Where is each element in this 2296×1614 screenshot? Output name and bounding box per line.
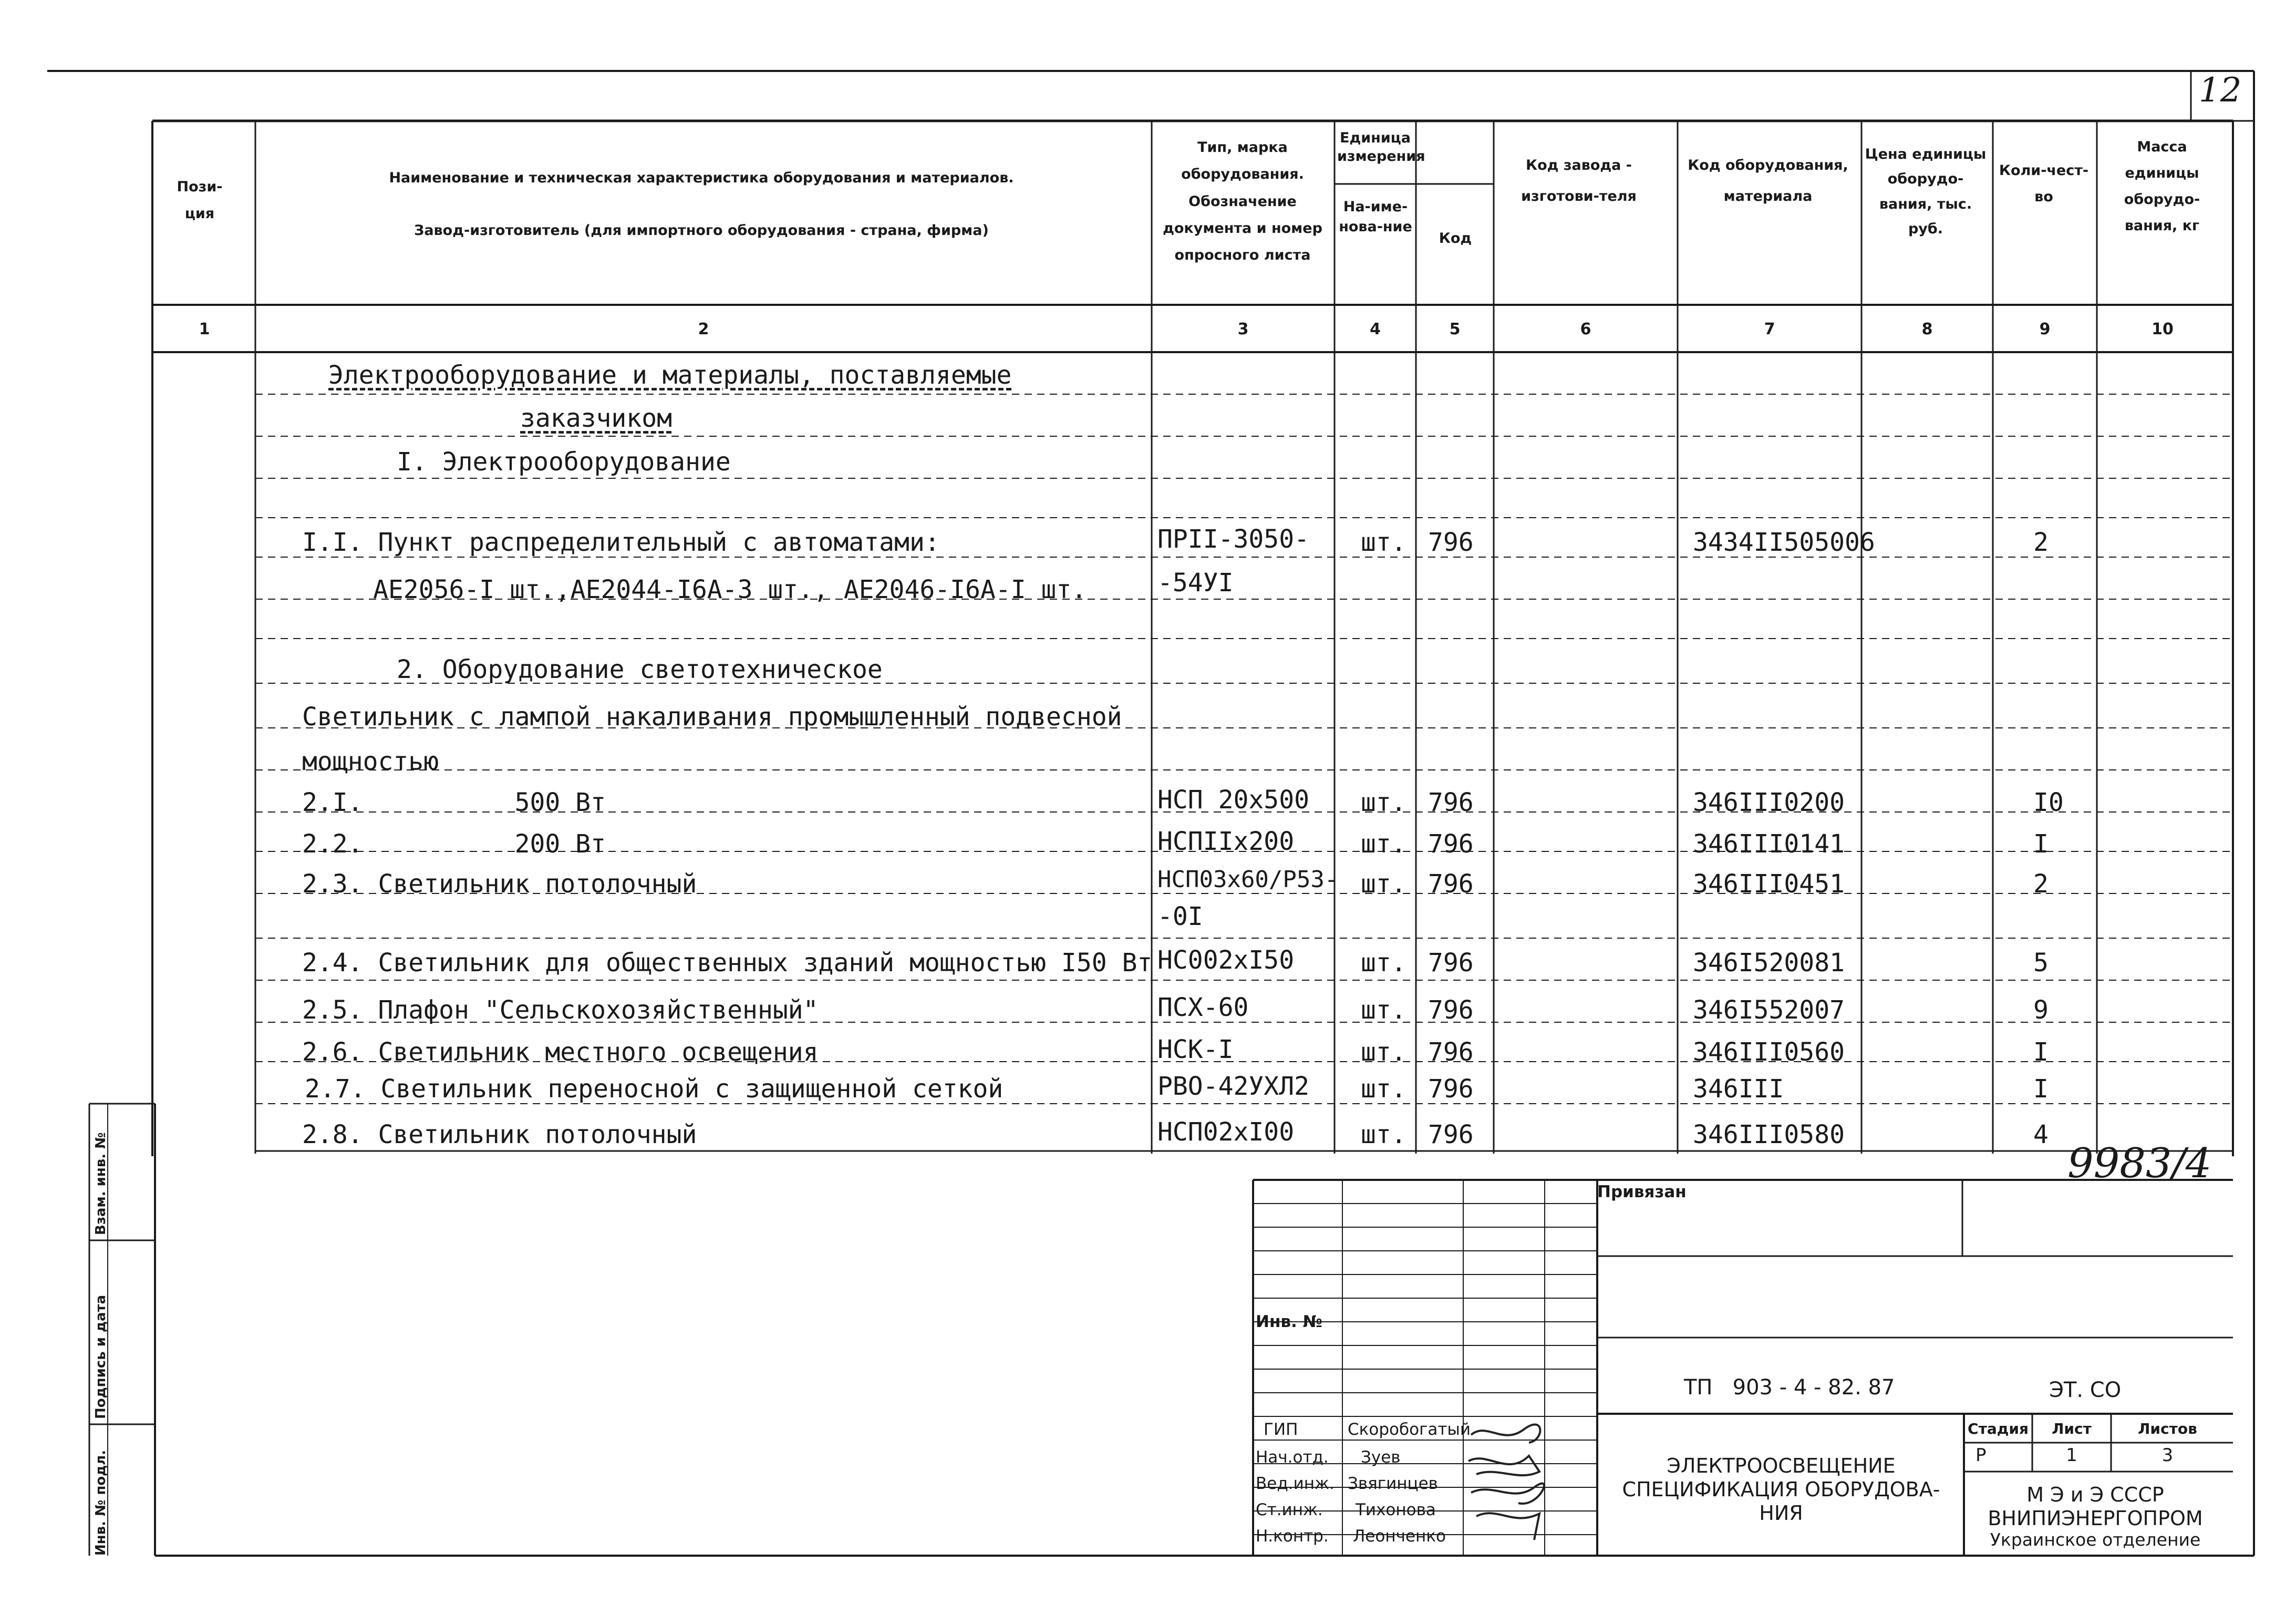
row-unit: шт.: [1361, 829, 1406, 859]
section-title: заказчиком: [520, 404, 672, 433]
signer-role: Вед.инж.: [1256, 1474, 1335, 1493]
section-title: Электрооборудование и материалы, поставляемые: [328, 361, 1012, 390]
side-label-inv-orig: Инв. № подл.: [93, 1449, 109, 1556]
row-quantity: 5: [2033, 948, 2049, 978]
row-unit-code: 796: [1428, 995, 1474, 1025]
column-number: 1: [199, 320, 210, 338]
row-equip-code: 346III0200: [1693, 788, 1845, 817]
signature-scribbles: [1466, 1419, 1550, 1556]
signer-name: Тихонова: [1356, 1500, 1436, 1519]
row-unit-code: 796: [1428, 948, 1474, 978]
header-position: Пози- ция: [177, 179, 223, 222]
row-type: РВО-42УХЛ2: [1157, 1072, 1309, 1101]
row-unit: шт.: [1361, 788, 1406, 817]
row-type: ПСХ-60: [1157, 993, 1249, 1022]
row-equip-code: 346I520081: [1693, 948, 1845, 978]
sheet-corner-number: 12: [2199, 71, 2242, 110]
side-label-signature-date: Подпись и дата: [93, 1294, 109, 1419]
row-type: НСП 20х500: [1157, 785, 1309, 815]
row-name: 2.3. Светильник потолочный: [302, 869, 697, 899]
column-number: 2: [698, 320, 709, 338]
row-equip-code: 346III: [1693, 1074, 1784, 1104]
row-name: 2.7. Светильник переносной с защищенной сеткой: [305, 1074, 1004, 1104]
stamp-org-line2: ВНИПИЭНЕРГОПРОМ: [1988, 1507, 2203, 1530]
row-equip-code: 346I552007: [1693, 995, 1845, 1025]
row-quantity: I: [2033, 829, 2049, 859]
row-quantity: I0: [2033, 788, 2064, 817]
row-unit-code: 796: [1428, 1037, 1474, 1067]
stamp-doc-mark: ЭТ. СО: [2049, 1378, 2122, 1402]
section-number: I. Электрооборудование: [397, 447, 731, 477]
row-equip-code: 3434II505006: [1693, 528, 1875, 557]
row-unit: шт.: [1361, 995, 1406, 1025]
signer-role: Н.контр.: [1256, 1527, 1329, 1546]
row-equip-code: 346III0451: [1693, 869, 1845, 899]
stamp-title-line2: СПЕЦИФИКАЦИЯ ОБОРУДОВА-: [1622, 1478, 1940, 1501]
stamp-sheets-value: 3: [2161, 1445, 2174, 1466]
signer-name: Зуев: [1361, 1448, 1401, 1467]
stamp-sheet-value: 1: [2066, 1445, 2077, 1466]
signer-role: Нач.отд.: [1256, 1448, 1329, 1467]
stamp-stage-value: Р: [1976, 1445, 1987, 1466]
row-type: -0I: [1157, 902, 1203, 931]
row-unit: шт.: [1361, 869, 1406, 899]
signer-role: ГИП: [1264, 1420, 1298, 1439]
column-number: 8: [1921, 320, 1933, 338]
row-name: 2.6. Светильник местного освещения: [302, 1037, 819, 1067]
stamp-title-line1: ЭЛЕКТРООСВЕЩЕНИЕ: [1667, 1454, 1896, 1477]
header-quantity: Коли-чест-во: [1999, 162, 2089, 205]
row-name: 2.4. Светильник для общественных зданий мощностью I50 Вт: [302, 948, 1153, 978]
signer-name: Звягинцев: [1348, 1474, 1438, 1493]
section-number: 2. Оборудование светотехническое: [397, 655, 883, 684]
header-price: Цена единицы оборудо-вания, тыс. руб.: [1865, 146, 1987, 237]
row-name: мощностью: [302, 747, 439, 776]
column-number: 6: [1580, 320, 1591, 338]
row-name: АЕ2056-I шт.,АЕ2044-I6А-3 шт., АЕ2046-I6А-I шт.: [373, 575, 1087, 604]
row-unit: шт.: [1361, 1037, 1406, 1067]
header-name-line2: Завод-изготовитель (для импортного оборудования - страна, фирма): [414, 222, 989, 239]
side-label-replaced-inv: Взам. инв. №: [93, 1132, 109, 1235]
row-quantity: 2: [2033, 869, 2049, 899]
row-type: НСП02хI00: [1157, 1117, 1295, 1147]
row-type: -54УI: [1157, 568, 1234, 598]
row-unit: шт.: [1361, 528, 1406, 557]
header-equip-code: Код оборудования, материала: [1688, 157, 1848, 205]
row-type: ПРII-3050-: [1157, 525, 1309, 554]
column-number: 10: [2152, 320, 2174, 338]
row-name: 2.5. Плафон "Сельскохозяйственный": [302, 995, 819, 1025]
stamp-doc-code: ТП 903 - 4 - 82. 87: [1684, 1375, 1895, 1400]
row-unit-code: 796: [1428, 869, 1474, 899]
row-unit: шт.: [1361, 1120, 1406, 1149]
signer-name: Леонченко: [1353, 1527, 1446, 1546]
row-quantity: I: [2033, 1074, 2049, 1104]
row-name: Светильник с лампой накаливания промышленный подвесной: [302, 702, 1122, 732]
row-unit-code: 796: [1428, 788, 1474, 817]
column-number: 3: [1237, 320, 1249, 338]
column-number: 9: [2039, 320, 2051, 338]
row-unit-code: 796: [1428, 528, 1474, 557]
row-equip-code: 346III0580: [1693, 1120, 1845, 1149]
stamp-org-line1: М Э и Э СССР: [2026, 1483, 2164, 1506]
row-quantity: 4: [2033, 1120, 2049, 1149]
row-type: НСПIIх200: [1157, 827, 1295, 856]
row-unit-code: 796: [1428, 1074, 1474, 1104]
row-name: I.I. Пункт распределительный с автоматами:: [302, 528, 940, 557]
row-quantity: 9: [2033, 995, 2049, 1025]
signer-name: Скоробогатый: [1348, 1420, 1471, 1439]
header-unit: Единица измерения: [1337, 130, 1425, 165]
archive-number: 9983/4: [2067, 1140, 2212, 1187]
stamp-title-line3: НИЯ: [1759, 1502, 1803, 1525]
stamp-org-line3: Украинское отделение: [1990, 1529, 2201, 1550]
row-type: НС002хI50: [1157, 945, 1295, 975]
header-unit-name: На-име-нова-ние: [1339, 199, 1412, 235]
column-number: 7: [1764, 320, 1775, 338]
row-type: НСП03х60/Р53-: [1157, 866, 1339, 893]
row-equip-code: 346III0141: [1693, 829, 1845, 859]
header-unit-code: Код: [1439, 230, 1472, 246]
row-name: 2.2. 200 Вт: [302, 829, 606, 859]
stamp-stage-label: Стадия: [1968, 1420, 2029, 1437]
column-number: 5: [1449, 320, 1461, 338]
row-equip-code: 346III0560: [1693, 1037, 1845, 1067]
header-type: Тип, марка оборудования. Обозначение документа и номер опросного листа: [1163, 139, 1322, 264]
row-type: НСК-I: [1157, 1035, 1234, 1064]
row-unit: шт.: [1361, 948, 1406, 978]
stamp-sheet-label: Лист: [2052, 1420, 2092, 1437]
stamp-sheets-label: Листов: [2138, 1420, 2197, 1437]
header-maker-code: Код завода - изготови-теля: [1521, 157, 1637, 205]
header-mass: Масса единицы оборудо-вания, кг: [2124, 139, 2200, 234]
stamp-privyazan: Привязан: [1597, 1183, 1687, 1201]
header-name-line1: Наименование и техническая характеристика оборудования и материалов.: [389, 170, 1014, 186]
row-unit-code: 796: [1428, 829, 1474, 859]
row-quantity: 2: [2033, 528, 2049, 557]
row-unit-code: 796: [1428, 1120, 1474, 1149]
column-number: 4: [1370, 320, 1381, 338]
row-name: 2.8. Светильник потолочный: [302, 1120, 697, 1149]
row-unit: шт.: [1361, 1074, 1406, 1104]
row-quantity: I: [2033, 1037, 2049, 1067]
row-name: 2.I. 500 Вт: [302, 788, 606, 817]
stamp-inv-no: Инв. №: [1256, 1312, 1322, 1331]
signer-role: Ст.инж.: [1256, 1500, 1323, 1519]
